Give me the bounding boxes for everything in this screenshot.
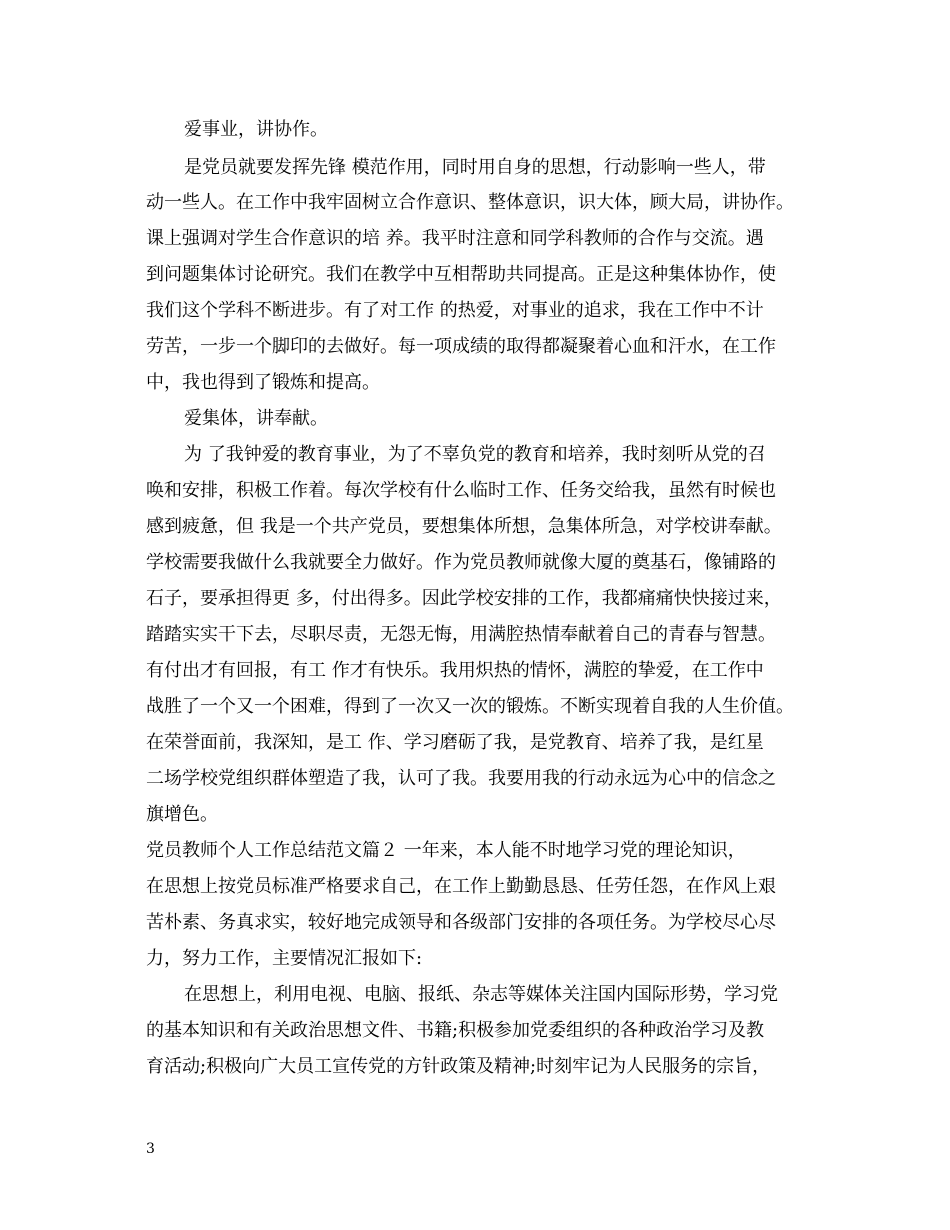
text-line: 爱集体，讲奉献。 <box>184 408 328 429</box>
text-line: 感到疲惫，但 我是一个共产党员，要想集体所想，急集体所急，对学校讲奉献。 <box>146 516 782 537</box>
text-line: 育活动;积极向广大员工宣传党的方针政策及精神;时刻牢记为人民服务的宗旨， <box>146 1056 771 1077</box>
text-line: 学校需要我做什么我就要全力做好。作为党员教师就像大厦的奠基石，像铺路的 <box>146 552 776 573</box>
text-line: 在荣誉面前，我深知，是工 作、学习磨砺了我，是党教育、培养了我，是红星 <box>146 732 764 753</box>
text-line: 在思想上按党员标准严格要求自己，在工作上勤勤恳恳、任劳任怨，在作风上艰 <box>146 876 776 897</box>
text-line: 我们这个学科不断进步。有了对工作 的热爱，对事业的追求，我在工作中不计 <box>146 300 764 321</box>
section-heading-line: 党员教师个人工作总结范文篇２ 一年来，本人能不时地学习党的理论知识， <box>146 840 746 861</box>
text-line: 苦朴素、务真求实，较好地完成领导和各级部门安排的各项任务。为学校尽心尽 <box>146 912 776 933</box>
text-line: 在思想上，利用电视、电脑、报纸、杂志等媒体关注国内国际形势，学习党 <box>184 984 778 1005</box>
text-line: 动一些人。在工作中我牢固树立合作意识、整体意识，识大体，顾大局，讲协作。 <box>146 192 794 213</box>
text-line: 战胜了一个又一个困难，得到了一次又一次的锻炼。不断实现着自我的人生价值。 <box>146 696 794 717</box>
text-line: 课上强调对学生合作意识的培 养。我平时注意和同学科教师的合作与交流。遇 <box>146 228 764 249</box>
text-line: 爱事业，讲协作。 <box>184 119 328 140</box>
text-line: 的基本知识和有关政治思想文件、书籍;积极参加党委组织的各种政治学习及教 <box>146 1020 765 1041</box>
text-line: 唤和安排，积极工作着。每次学校有什么临时工作、任务交给我，虽然有时候也 <box>146 480 776 501</box>
text-line: 到问题集体讨论研究。我们在教学中互相帮助共同提高。正是这种集体协作，使 <box>146 264 776 285</box>
text-line: 石子，要承担得更 多，付出得多。因此学校安排的工作，我都痛痛快快接过来， <box>146 588 782 609</box>
text-line: 旗增色。 <box>146 804 218 825</box>
text-line: 劳苦，一步一个脚印的去做好。每一项成绩的取得都凝聚着心血和汗水，在工作 <box>146 336 776 357</box>
text-line: 力，努力工作，主要情况汇报如下: <box>146 948 423 969</box>
text-line: 踏踏实实干下去，尽职尽责，无怨无悔，用满腔热情奉献着自己的青春与智慧。 <box>146 624 776 645</box>
text-line: 二场学校党组织群体塑造了我，认可了我。我要用我的行动永远为心中的信念之 <box>146 768 776 789</box>
text-line: 是党员就要发挥先锋 模范作用，同时用自身的思想，行动影响一些人，带 <box>184 157 766 178</box>
text-line: 有付出才有回报，有工 作才有快乐。我用炽热的情怀，满腔的挚爱，在工作中 <box>146 660 764 681</box>
text-line: 为 了我钟爱的教育事业，为了不辜负党的教育和培养，我时刻听从党的召 <box>184 444 766 465</box>
text-line: 中，我也得到了锻炼和提高。 <box>146 372 380 393</box>
page-number: 3 <box>146 1141 155 1157</box>
